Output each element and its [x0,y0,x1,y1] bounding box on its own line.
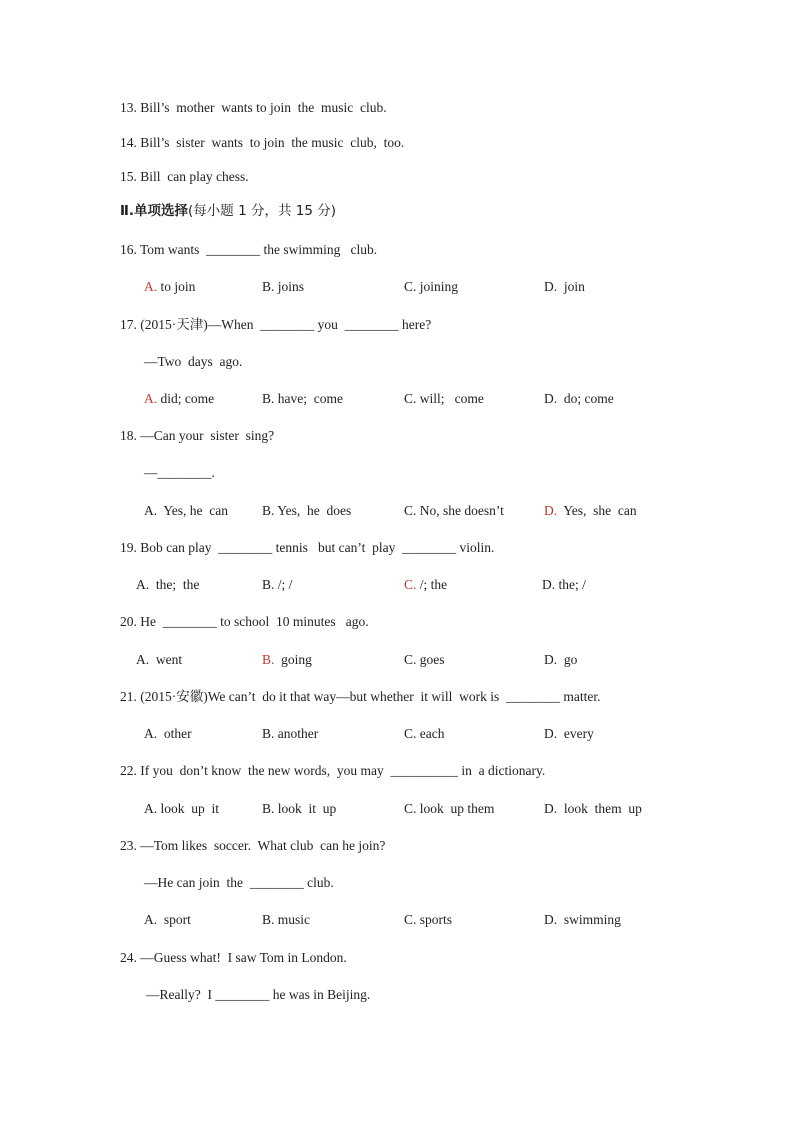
option-letter: B. [262,912,275,927]
question-23-response: —He can join the ________ club. [144,875,334,890]
option-text: look it up [274,801,337,816]
question-17-response: —Two days ago. [144,354,243,369]
option-text: went [149,652,183,667]
q19-option-a [136,576,199,594]
option-letter: D. [544,726,558,741]
option-text: sports [416,912,453,927]
question-24-response: —Really? I ________ he was in Beijing. [146,987,371,1002]
question-17-stem: 17. (2015·天津)—When ________ you ________ here? [120,317,432,332]
q16-option-d [544,278,585,296]
q20-option-c [404,651,445,669]
option-text: do; come [557,391,614,406]
option-letter: D. [544,652,558,667]
q16-option-c [404,278,458,296]
statement-15: 15. Bill can play chess. [120,169,249,184]
option-text: go [557,652,578,667]
option-text: the; / [555,577,586,592]
option-letter: A. [144,801,158,816]
option-letter: B. [262,726,275,741]
section-title: Ⅱ.单项选择 [120,203,189,219]
option-letter: C. [404,912,417,927]
q21-option-a [144,725,192,743]
option-text: did; come [157,391,215,406]
question-18-response: —________. [144,465,215,480]
option-letter: A. [144,912,158,927]
option-text: joins [274,279,305,294]
option-text: Yes, she can [557,503,637,518]
option-letter: D. [544,503,558,518]
option-letter: A. [136,652,150,667]
option-text: swimming [557,912,621,927]
option-letter: C. [404,279,417,294]
q22-option-b [262,800,336,818]
option-letter: D. [542,577,556,592]
section-heading [120,202,336,220]
option-text: /; / [274,577,293,592]
option-text: have; come [274,391,343,406]
q18-option-d [544,502,637,520]
statement-13: 13. Bill’s mother wants to join the music club. [120,100,387,115]
option-letter: D. [544,279,558,294]
q20-option-b [262,651,312,669]
q17-option-d [544,390,614,408]
option-letter: A. [144,503,158,518]
option-letter: D. [544,912,558,927]
option-letter: C. [404,652,417,667]
option-letter: A. [136,577,150,592]
option-text: to join [157,279,196,294]
section-note: (每小题 1 分，共 15 分) [188,203,336,219]
q18-option-a [144,502,228,520]
option-text: Yes, he does [274,503,352,518]
q21-option-c [404,725,445,743]
option-letter: A. [144,726,158,741]
q23-option-c [404,911,452,929]
question-22-stem: 22. If you don’t know the new words, you may __________ in a dictionary. [120,763,546,778]
option-letter: B. [262,652,275,667]
q18-option-c [404,502,504,520]
q23-option-b [262,911,310,929]
q22-option-d [544,800,642,818]
option-letter: C. [404,577,417,592]
q19-option-d [542,576,586,594]
option-letter: B. [262,279,275,294]
option-text: the; the [149,577,200,592]
option-text: sport [157,912,191,927]
option-text: No, she doesn’t [416,503,504,518]
q21-option-b [262,725,318,743]
question-20-stem: 20. He ________ to school 10 minutes ago. [120,614,369,629]
option-letter: B. [262,577,275,592]
option-letter: D. [544,801,558,816]
question-16-stem: 16. Tom wants ________ the swimming club. [120,242,378,257]
q22-option-c [404,800,494,818]
q23-option-d [544,911,621,929]
option-text: another [274,726,319,741]
option-text: look up them [416,801,495,816]
option-letter: A. [144,391,158,406]
option-letter: C. [404,726,417,741]
statement-14: 14. Bill’s sister wants to join the music club, too. [120,135,405,150]
option-letter: C. [404,391,417,406]
option-letter: A. [144,279,158,294]
option-letter: B. [262,801,275,816]
q16-option-b [262,278,304,296]
question-19-stem: 19. Bob can play ________ tennis but can’t play ________ violin. [120,540,495,555]
question-24-stem: 24. —Guess what! I saw Tom in London. [120,950,347,965]
option-text: look up it [157,801,220,816]
option-text: every [557,726,594,741]
question-21-stem: 21. (2015·安徽)We can’t do it that way—but whether it will work is ________ matter. [120,689,601,704]
option-text: Yes, he can [157,503,228,518]
q17-option-b [262,390,343,408]
q18-option-b [262,502,351,520]
option-letter: B. [262,391,275,406]
q16-option-a [144,278,195,296]
q21-option-d [544,725,594,743]
q20-option-a [136,651,182,669]
q17-option-c [404,390,484,408]
option-text: join [557,279,585,294]
q17-option-a [144,390,214,408]
q19-option-b [262,576,292,594]
q19-option-c [404,576,447,594]
option-letter: C. [404,503,417,518]
option-text: other [157,726,192,741]
option-text: goes [416,652,445,667]
question-23-stem: 23. —Tom likes soccer. What club can he join? [120,838,386,853]
option-text: /; the [416,577,448,592]
option-letter: C. [404,801,417,816]
option-text: joining [416,279,459,294]
option-text: music [274,912,311,927]
q23-option-a [144,911,191,929]
option-text: look them up [557,801,642,816]
option-letter: B. [262,503,275,518]
option-text: going [274,652,312,667]
q22-option-a [144,800,219,818]
option-text: will; come [416,391,484,406]
question-18-stem: 18. —Can your sister sing? [120,428,275,443]
q20-option-d [544,651,577,669]
option-text: each [416,726,445,741]
option-letter: D. [544,391,558,406]
